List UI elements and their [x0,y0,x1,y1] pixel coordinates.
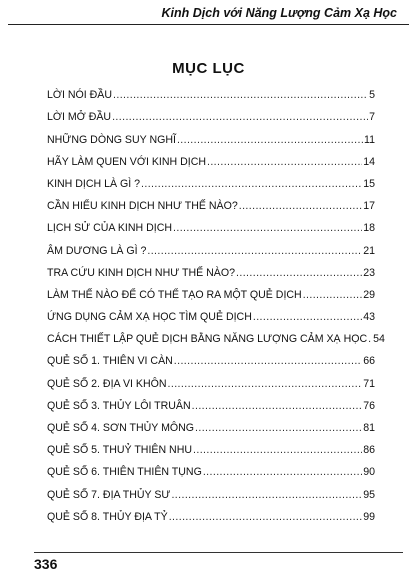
toc-entry-page: 29 [363,288,375,301]
toc-entry[interactable] [47,457,375,479]
toc-entry-page: 43 [363,311,375,324]
toc-entry[interactable] [47,258,375,280]
toc-entry[interactable] [47,80,375,102]
toc-entry[interactable] [47,191,375,213]
toc-entry-page: 95 [363,488,375,501]
toc-entry-label: LỜI NÓI ĐẦU [47,89,113,102]
toc-entry-label: TRA CỨU KINH DỊCH NHƯ THẾ NÀO? [47,266,236,279]
toc-entry-label: CÁCH THIẾT LẬP QUẺ DỊCH BẰNG NĂNG LƯỢNG CẢM XẠ HỌC [47,333,368,346]
toc-entry-page: 7 [369,111,375,124]
toc-entry-label: KINH DỊCH LÀ GÌ ? [47,177,141,190]
toc-entry-page: 71 [363,377,375,390]
toc-entry-label: NHỮNG DÒNG SUY NGHĨ [47,133,176,146]
toc-entry-label: LỜI MỞ ĐẦU [47,111,112,124]
toc-entry[interactable] [47,280,375,302]
dot-leader [195,422,362,435]
dot-leader [177,134,363,147]
dot-leader [368,333,372,346]
toc-entry-label: QUẺ SỐ 8. THỦY ĐỊA TỶ [47,510,168,523]
toc-entry-page: 76 [363,399,375,412]
toc-entry-page: 5 [369,89,375,102]
dot-leader [112,111,368,124]
dot-leader [236,267,362,280]
toc-entry[interactable] [47,169,375,191]
dot-leader [113,89,368,102]
dot-leader [168,378,363,391]
toc-entry-page: 99 [363,510,375,523]
dot-leader [147,245,362,258]
dot-leader [174,355,362,368]
toc-entry[interactable] [47,235,375,257]
toc-entry-page: 14 [363,155,375,168]
toc-entry[interactable] [47,368,375,390]
toc-entry-page: 21 [363,244,375,257]
toc-entry-label: QUẺ SỐ 1. THIÊN VI CÀN [47,355,173,368]
toc-entry[interactable] [47,124,375,146]
toc-list [47,80,385,524]
toc-entry[interactable] [47,302,375,324]
toc-entry[interactable] [47,102,375,124]
dot-leader [171,489,362,502]
toc-entry-page: 17 [363,200,375,213]
toc-entry-label: QUẺ SỐ 2. ĐỊA VI KHÔN [47,377,167,390]
header-rule [8,24,409,25]
toc-entry-page: 66 [363,355,375,368]
toc-entry-page: 11 [364,133,375,146]
toc-entry-label: CẦN HIỂU KINH DỊCH NHƯ THẾ NÀO? [47,200,238,213]
toc-entry-label: HÃY LÀM QUEN VỚI KINH DỊCH [47,155,206,168]
toc-entry-label: ỨNG DỤNG CẢM XẠ HỌC TÌM QUẺ DỊCH [47,311,252,324]
footer-rule [34,552,403,553]
dot-leader [303,289,363,302]
toc-entry-label: QUẺ SỐ 7. ĐỊA THỦY SƯ [47,488,171,501]
toc-entry-page: 54 [373,333,385,346]
dot-leader [203,466,362,479]
dot-leader [192,400,363,413]
toc-entry[interactable] [47,324,385,346]
toc-entry-label: QUẺ SỐ 4. SƠN THỦY MÔNG [47,422,195,434]
toc-entry[interactable] [47,147,375,169]
toc-entry[interactable] [47,413,375,435]
dot-leader [193,444,362,457]
toc-entry-label: ÂM DƯƠNG LÀ GÌ ? [47,244,147,257]
toc-entry-label: QUẺ SỐ 3. THỦY LÔI TRUÂN [47,399,191,412]
toc-entry-page: 18 [363,222,375,235]
toc-entry-page: 86 [363,444,375,457]
toc-entry[interactable] [47,479,375,501]
dot-leader [239,200,362,213]
toc-entry-page: 81 [363,422,375,434]
dot-leader [141,178,362,191]
dot-leader [169,511,363,524]
toc-entry[interactable] [47,213,375,235]
running-header: Kinh Dịch với Năng Lượng Cảm Xạ Học [161,6,397,20]
dot-leader [173,222,362,235]
toc-entry[interactable] [47,391,375,413]
toc-entry[interactable] [47,346,375,368]
toc-entry-page: 90 [363,466,375,479]
toc-title: MỤC LỤC [172,60,245,77]
dot-leader [253,311,362,324]
toc-entry-page: 23 [363,266,375,279]
dot-leader [207,156,362,169]
toc-entry-label: LÀM THẾ NÀO ĐỂ CÓ THỂ TẠO RA MỘT QUẺ DỊCH [47,288,302,301]
toc-entry-label: QUẺ SỐ 5. THUỶ THIÊN NHU [47,444,193,457]
toc-entry-page: 15 [363,177,375,190]
toc-entry-label: LỊCH SỬ CỦA KINH DỊCH [47,222,173,235]
toc-entry-label: QUẺ SỐ 6. THIÊN THIÊN TỤNG [47,466,202,479]
toc-entry[interactable] [47,435,375,457]
toc-entry[interactable] [47,502,375,524]
page-number: 336 [34,556,58,572]
